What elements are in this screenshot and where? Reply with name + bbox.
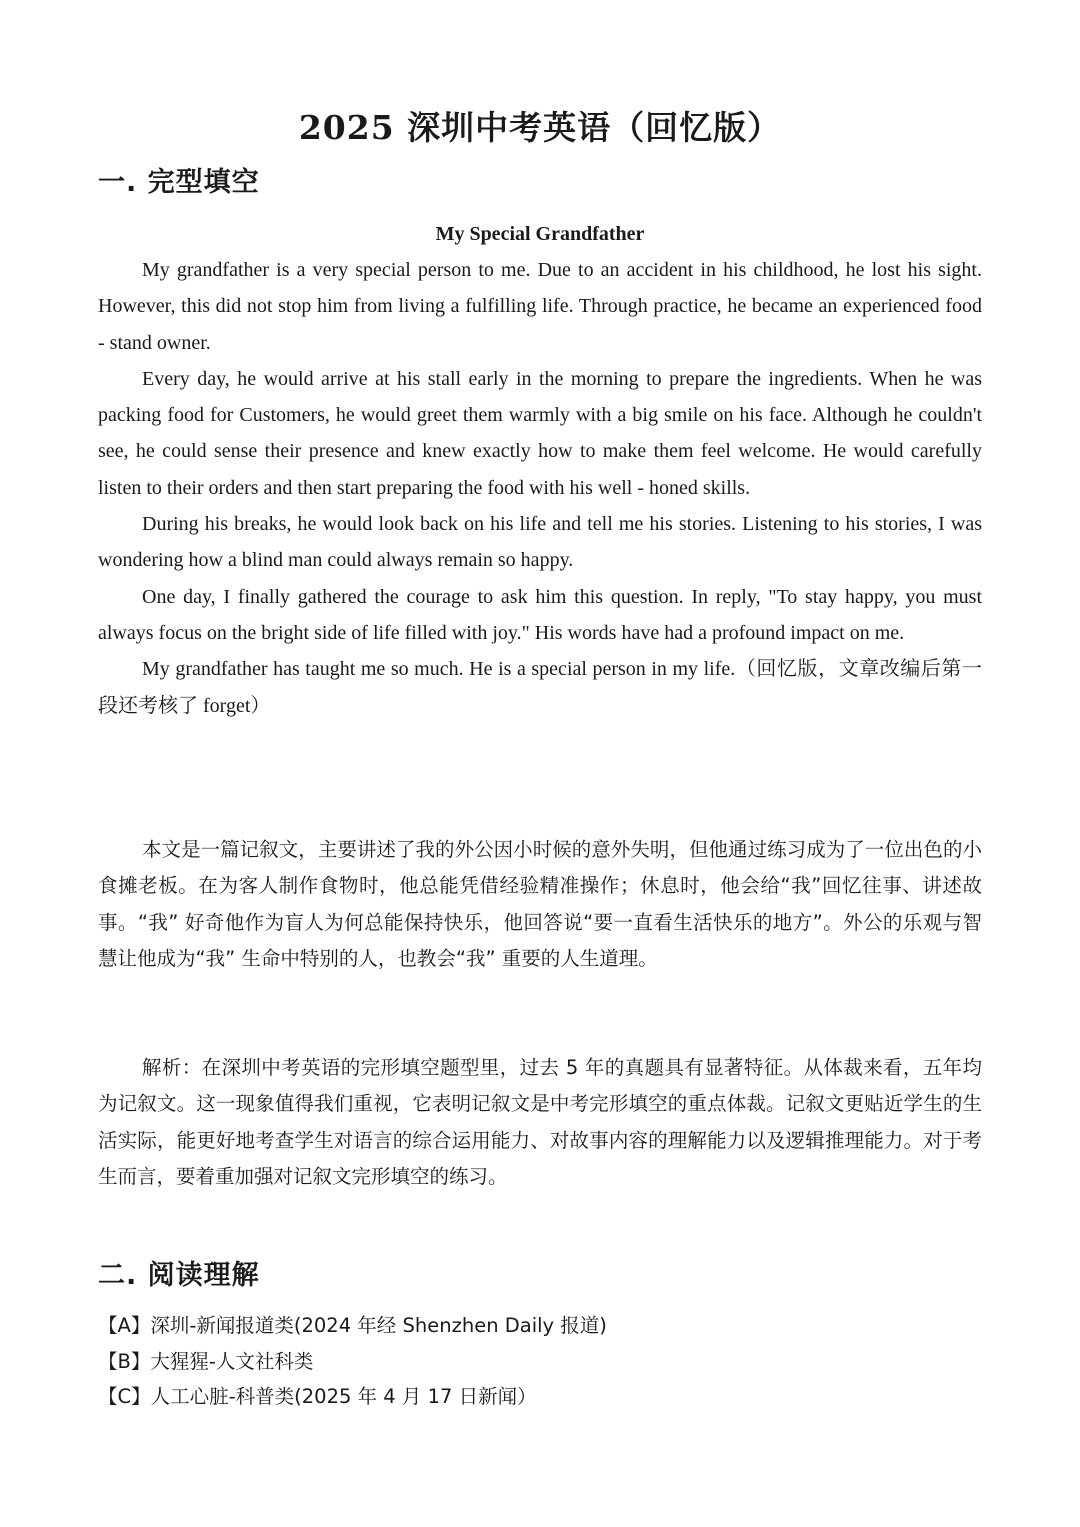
list-item: 【C】人工心脏-科普类(2025 年 4 月 17 日新闻） (98, 1385, 537, 1408)
passage-title: My Special Grandfather (435, 223, 645, 245)
passage-paragraph: One day, I finally gathered the courage to ask him this question. In reply, "To stay happy, you must always focus on the bright side of life filled with joy." His words have had a profound impact on me. (98, 585, 982, 644)
passage-paragraph: Every day, he would arrive at his stall early in the morning to prepare the ingredients. When he was packing food for Customers, he would greet them warmly with a big smile on his face. Although he couldn't see, he could sense their presence and knew exactly how to make them feel welcome. He would carefully listen to their orders and then start preparing the food with his well - honed skills. (98, 367, 982, 499)
list-item: 【B】大猩猩-人文社科类 (98, 1349, 314, 1373)
passage-body (98, 252, 982, 724)
section-heading-reading: 二. 阅读理解 (98, 1260, 260, 1291)
list-item: 【A】深圳-新闻报道类(2024 年经 Shenzhen Daily 报道) (98, 1314, 607, 1337)
passage-paragraph: During his breaks, he would look back on his life and tell me his stories. Listening to his stories, I was wondering how a blind man could always remain so happy. (98, 513, 982, 572)
summary-paragraph: 本文是一篇记叙文，主要讲述了我的外公因小时候的意外失明，但他通过练习成为了一位出色的小食摊老板。在为客人制作食物时，他总能凭借经验精准操作；休息时，他会给“我”回忆往事、讲述故事。“我” 好奇他作为盲人为何总能保持快乐，他回答说“要一直看生活快乐的地方”。外公的乐观与智慧让他成为“我” 生命中特别的人，也教会“我” 重要的人生道理。 (98, 838, 982, 970)
passage-paragraph: My grandfather has taught me so much. He is a special person in my life.（回忆版，文章改编后第一段还考核了 forget） (98, 658, 982, 717)
passage-paragraph: My grandfather is a very special person to me. Due to an accident in his childhood, he lost his sight. However, this did not stop him from living a fulfilling life. Through practice, he became an experienced food - stand owner. (98, 259, 982, 354)
analysis-paragraph: 解析：在深圳中考英语的完形填空题型里，过去 5 年的真题具有显著特征。从体裁来看，五年均为记叙文。这一现象值得我们重视，它表明记叙文是中考完形填空的重点体裁。记叙文更贴近学生的生活实际，能更好地考查学生对语言的综合运用能力、对故事内容的理解能力以及逻辑推理能力。对于考生而言，要着重加强对记叙文完形填空的练习。 (98, 1056, 982, 1188)
reading-passage-list (98, 1308, 982, 1415)
section-heading-cloze: 一. 完型填空 (98, 167, 260, 198)
document-title: 2025 深圳中考英语（回忆版） (298, 108, 782, 147)
